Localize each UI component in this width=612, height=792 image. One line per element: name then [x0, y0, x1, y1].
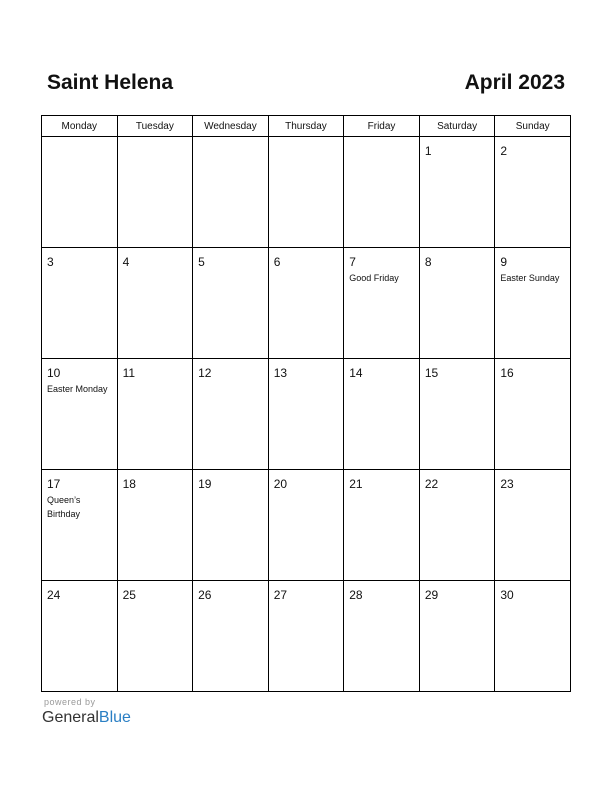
day-number: 7 [349, 255, 356, 269]
day-cell [344, 137, 420, 248]
day-number: 10 [47, 366, 61, 380]
weekday-header: Thursday [268, 116, 344, 137]
weekday-header: Wednesday [193, 116, 269, 137]
day-cell [42, 137, 118, 248]
week-row [42, 470, 571, 581]
weekday-header: Saturday [419, 116, 495, 137]
day-number: 5 [198, 255, 205, 269]
day-number: 11 [122, 366, 136, 380]
brand-name-part2: Blue [98, 709, 131, 726]
day-cell [495, 581, 571, 692]
day-number: 19 [198, 477, 212, 491]
holiday-label: Easter Sunday [500, 273, 560, 283]
day-number: 9 [500, 255, 508, 269]
day-number: 1 [424, 144, 432, 158]
day-cell [42, 359, 118, 470]
day-cell [419, 137, 495, 248]
day-cell [344, 470, 420, 581]
day-number: 14 [349, 366, 363, 380]
day-cell [419, 359, 495, 470]
day-cell [117, 359, 193, 470]
day-number: 15 [424, 366, 439, 380]
day-number: 30 [500, 588, 514, 602]
day-number: 26 [198, 588, 212, 602]
day-cell [268, 470, 344, 581]
day-cell [193, 581, 269, 692]
week-row [42, 248, 571, 359]
day-cell [344, 581, 420, 692]
day-number: 23 [500, 477, 514, 491]
day-number: 16 [500, 366, 514, 380]
day-cell [419, 248, 495, 359]
powered-by-text: powered by [44, 697, 96, 707]
day-cell [268, 248, 344, 359]
day-number: 18 [122, 477, 136, 491]
day-cell [193, 470, 269, 581]
day-cell [117, 581, 193, 692]
weekday-header: Friday [344, 116, 420, 137]
day-cell [117, 470, 193, 581]
day-cell [268, 137, 344, 248]
weekday-header: Tuesday [117, 116, 193, 137]
day-cell [344, 248, 420, 359]
day-cell [495, 137, 571, 248]
day-cell [495, 470, 571, 581]
day-number: 21 [349, 477, 363, 491]
day-cell [193, 359, 269, 470]
day-cell [268, 359, 344, 470]
generalblue-logo [42, 709, 131, 727]
day-cell [495, 248, 571, 359]
day-cell [117, 248, 193, 359]
weekday-header-row [42, 116, 571, 137]
day-cell [344, 359, 420, 470]
day-number: 8 [424, 255, 432, 269]
day-cell [419, 581, 495, 692]
week-row [42, 581, 571, 692]
day-number: 3 [47, 255, 54, 269]
week-row [42, 359, 571, 470]
day-number: 13 [273, 366, 288, 380]
day-cell [117, 137, 193, 248]
day-number: 2 [500, 144, 508, 158]
day-cell [193, 248, 269, 359]
day-cell [42, 248, 118, 359]
day-number: 12 [198, 366, 212, 380]
day-number: 22 [424, 477, 439, 491]
day-number: 17 [47, 477, 61, 491]
calendar-grid [41, 115, 571, 692]
day-cell [495, 359, 571, 470]
weekday-header: Sunday [495, 116, 571, 137]
day-number: 29 [424, 588, 439, 602]
day-number: 4 [122, 255, 130, 269]
weekday-header: Monday [42, 116, 118, 137]
week-row [42, 137, 571, 248]
day-cell [419, 470, 495, 581]
day-cell [42, 581, 118, 692]
day-number: 28 [349, 588, 363, 602]
day-number: 25 [122, 588, 136, 602]
day-number: 20 [273, 477, 288, 491]
calendar-country-title: Saint Helena [47, 71, 174, 94]
holiday-label: Good Friday [349, 273, 399, 283]
day-cell [42, 470, 118, 581]
day-number: 6 [273, 255, 281, 269]
holiday-label: Easter Monday [47, 384, 108, 394]
day-number: 27 [273, 588, 288, 602]
holiday-label: Queen’s Birthday [47, 495, 81, 519]
brand-name-part1: General [42, 709, 99, 726]
day-number: 24 [47, 588, 61, 602]
calendar-month-title: April 2023 [464, 71, 565, 94]
day-cell [193, 137, 269, 248]
day-cell [268, 581, 344, 692]
